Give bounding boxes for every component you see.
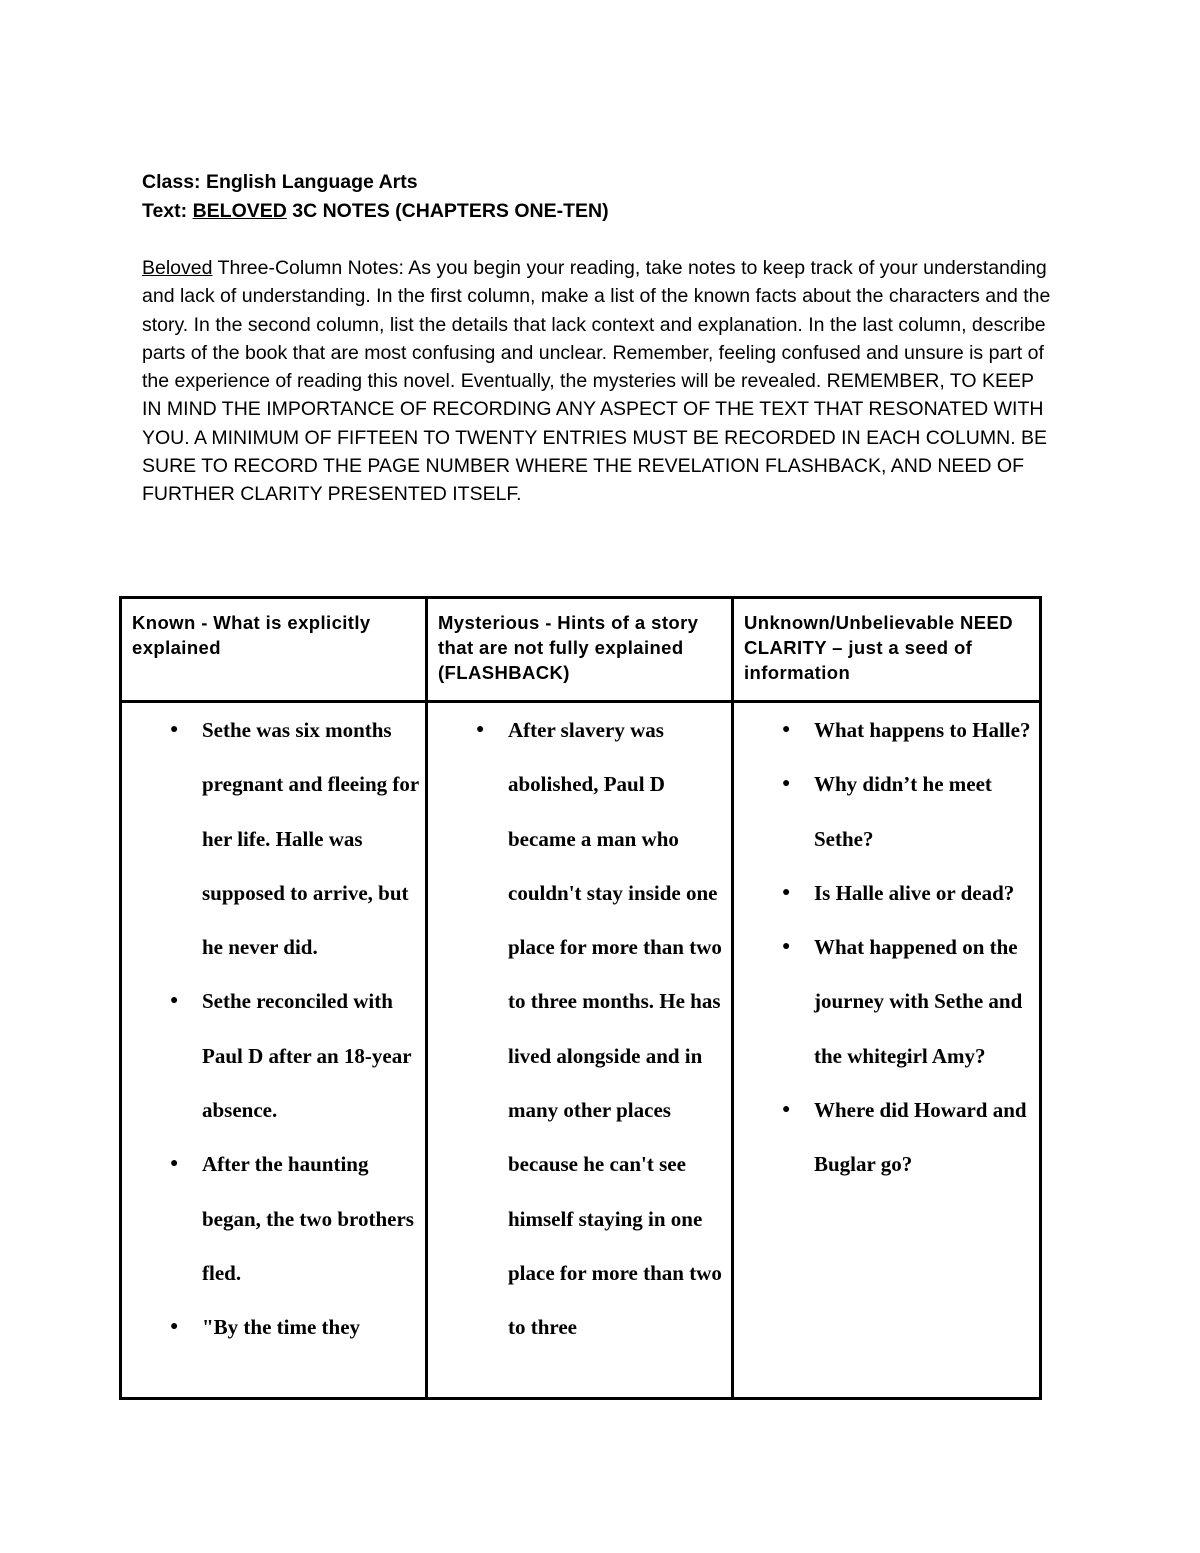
- bullet-icon: ●: [782, 722, 791, 737]
- three-column-notes-table: [119, 596, 1042, 1400]
- known-cell: [121, 702, 427, 1399]
- list-item-text: Sethe reconciled with Paul D after an 18-year absence.: [202, 989, 412, 1123]
- instructions-title: Beloved: [142, 257, 213, 279]
- list-item: [122, 1137, 425, 1300]
- text-line: [142, 197, 1062, 226]
- mysterious-cell: [427, 702, 733, 1399]
- list-item-text: Sethe was six months pregnant and fleeing for her life. Halle was supposed to arrive, but he never did.: [202, 718, 419, 960]
- unknown-cell: [733, 702, 1041, 1399]
- list-item-text: Why didn’t he meet Sethe?: [814, 772, 992, 851]
- mysterious-list: [428, 703, 731, 1355]
- list-item-text: Is Halle alive or dead?: [814, 880, 1015, 905]
- list-item-text: After slavery was abolished, Paul D became a man who couldn't stay inside one place for more than two to three months. He has lived alongside and in many other places because he can't see himself staying in one place for more than two to three: [508, 718, 722, 1340]
- bullet-icon: ●: [476, 722, 485, 737]
- bullet-icon: ●: [782, 776, 791, 792]
- list-item: [734, 920, 1039, 1083]
- bullet-icon: ●: [782, 939, 791, 955]
- list-item-text: "By the time they: [202, 1315, 361, 1340]
- instructions-body: Three-Column Notes: As you begin your reading, take notes to keep track of your understanding and lack of understanding. In the first column, make a list of the known facts about the characters and the story. In the second column, list the details that lack context and explanation. In the last column, describe parts of the book that are most confusing and unclear. Remember, feeling confused and unsure is part of the experience of reading this novel. Eventually, the mysteries will be revealed. REMEMBER, TO KEEP IN MIND THE IMPORTANCE OF RECORDING ANY ASPECT OF THE TEXT THAT RESONATED WITH YOU. A MINIMUM OF FIFTEEN TO TWENTY ENTRIES MUST BE RECORDED IN EACH COLUMN. BE SURE TO RECORD THE PAGE NUMBER WHERE THE REVELATION FLASHBACK, AND NEED OF FURTHER CLARITY PRESENTED ITSELF.: [142, 257, 1051, 506]
- text-suffix: 3C NOTES (CHAPTERS ONE-TEN): [286, 199, 609, 222]
- table-header-row: [121, 598, 1041, 702]
- list-item-text: Where did Howard and Buglar go?: [814, 1098, 1027, 1177]
- header-mysterious: Mysterious - Hints of a story that are not fully explained (FLASHBACK): [427, 598, 733, 702]
- known-list: [122, 703, 425, 1355]
- instructions-paragraph: [142, 254, 1057, 509]
- class-line: [142, 168, 1062, 197]
- text-prefix: Text:: [142, 199, 193, 222]
- list-item-text: After the haunting began, the two brothers fled.: [202, 1152, 414, 1285]
- bullet-icon: ●: [782, 1102, 791, 1118]
- header-known: Known - What is explicitly explained: [121, 598, 427, 702]
- list-item: [122, 703, 425, 974]
- bullet-icon: ●: [170, 722, 179, 737]
- list-item: [734, 757, 1039, 866]
- list-item: [734, 866, 1039, 920]
- unknown-list: [734, 703, 1039, 1192]
- bullet-icon: ●: [170, 1319, 179, 1335]
- list-item: [428, 703, 731, 1355]
- class-label: Class: English Language Arts: [142, 171, 418, 193]
- bullet-icon: ●: [170, 1156, 179, 1172]
- bullet-icon: ●: [782, 884, 791, 900]
- list-item-text: What happened on the journey with Sethe and the whitegirl Amy?: [814, 935, 1023, 1068]
- text-title: BELOVED: [192, 199, 287, 222]
- list-item: [734, 703, 1039, 757]
- list-item: [122, 1300, 425, 1354]
- list-item: [734, 1083, 1039, 1192]
- document-header: [142, 168, 1062, 225]
- list-item-text: What happens to Halle?: [814, 718, 1031, 742]
- table-body-row: [121, 702, 1041, 1399]
- header-unknown: Unknown/Unbelievable NEED CLARITY – just a seed of information: [733, 598, 1041, 702]
- list-item: [122, 974, 425, 1137]
- bullet-icon: ●: [170, 993, 179, 1009]
